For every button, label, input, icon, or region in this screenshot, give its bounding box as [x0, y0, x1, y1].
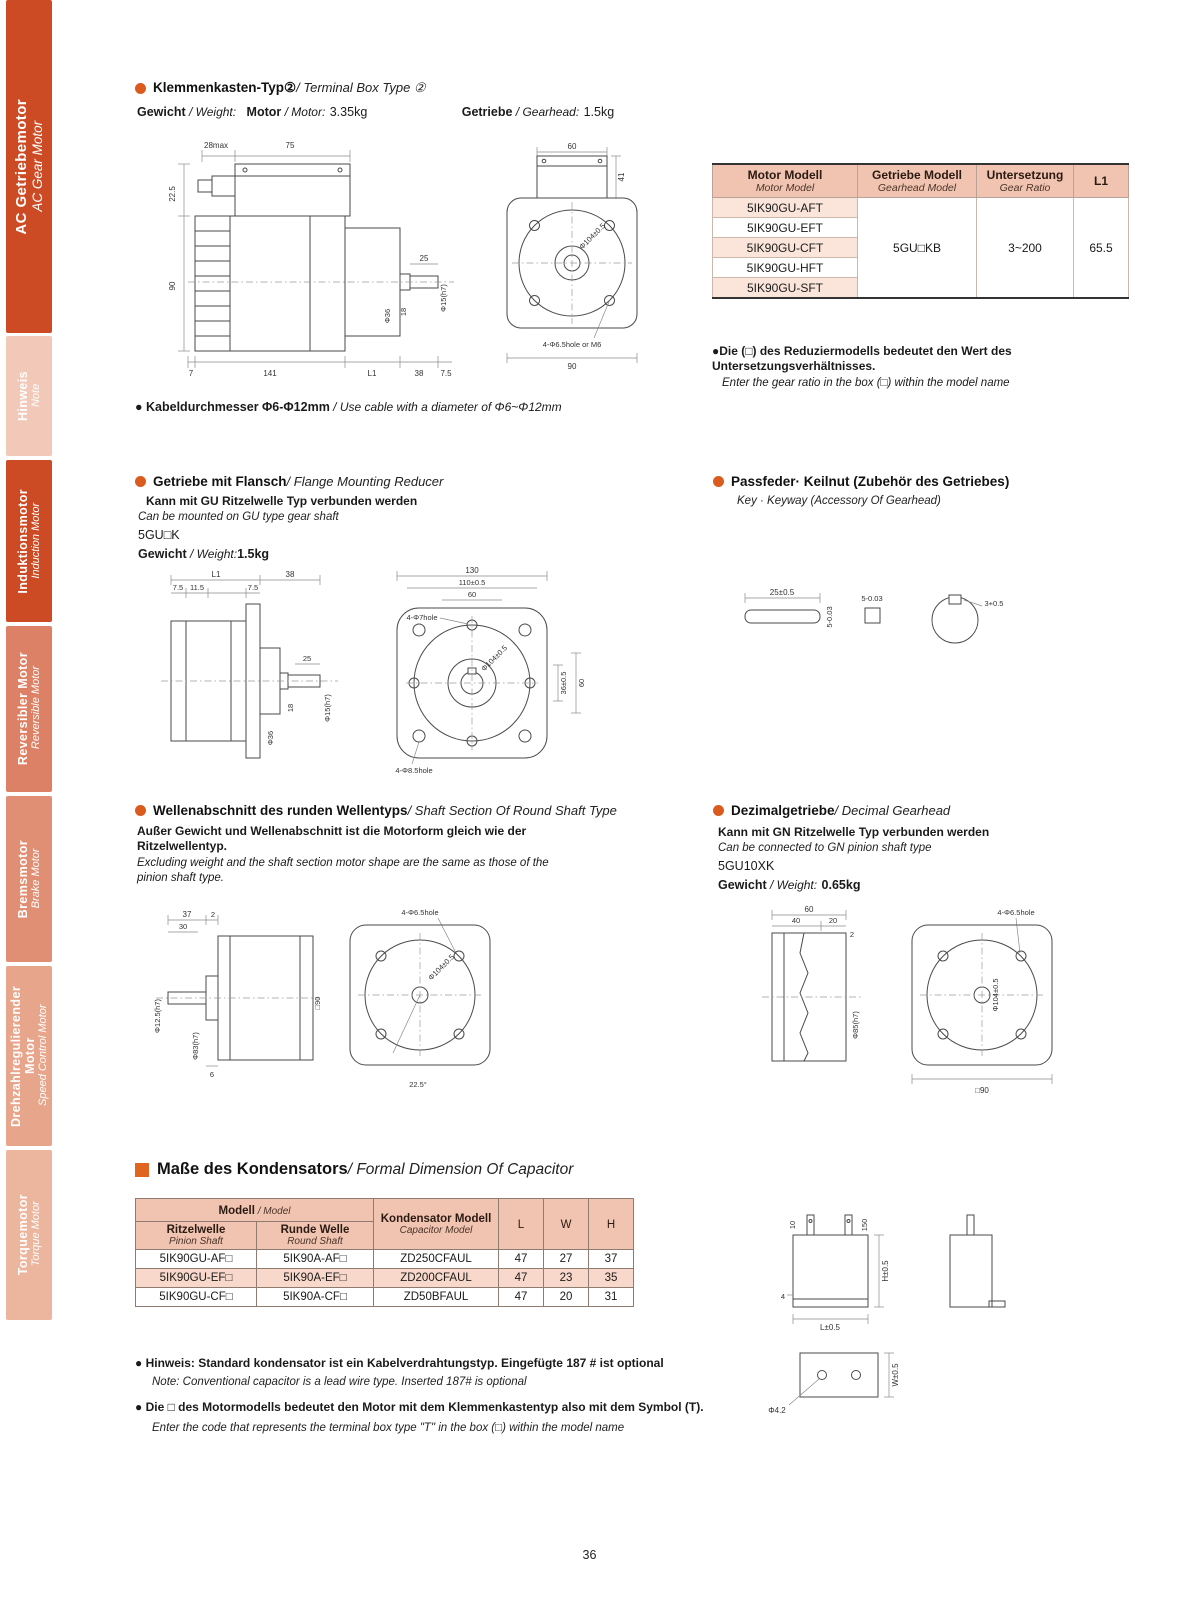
section-bullet-icon: [713, 805, 724, 816]
dim-label: Φ36: [383, 308, 392, 324]
model-cell: 5IK90GU-AFT: [713, 198, 858, 218]
reducer-front-view-drawing: [362, 566, 592, 783]
dim-label: 22.5°: [409, 1080, 427, 1089]
dim-label: 2: [849, 930, 855, 939]
round-shaft-front-svg: [330, 903, 510, 1095]
sidebar-item-sublabel: Speed Control Motor: [37, 1004, 49, 1106]
ratio-table-note-de: ●Die (□) des Reduziermodells bedeutet den Wert des Untersetzungsverhältnisses.: [712, 344, 1012, 373]
decimal-model: 5GU10XK: [718, 859, 775, 873]
w-cell: 23: [544, 1269, 589, 1288]
gearhead-weight-value: 1.5kg: [583, 105, 615, 119]
h-cell: 35: [589, 1269, 634, 1288]
dim-label: 90: [567, 362, 577, 371]
dim-label: 5-0.03: [825, 606, 834, 628]
l-cell: 47: [499, 1269, 544, 1288]
dim-label: Φ4.2: [768, 1406, 786, 1415]
title-en: / Terminal Box Type ②: [296, 80, 426, 95]
l1-cell: 65.5: [1074, 198, 1129, 299]
dim-label: 25: [302, 654, 312, 663]
dim-label: 7.5: [172, 583, 184, 592]
sidebar-item-speed-control-motor: [6, 966, 52, 1146]
dim-label: Φ104±0.5: [426, 952, 457, 983]
decimal-front-drawing: [892, 903, 1072, 1104]
round-shaft-note-de: Außer Gewicht und Wellenabschnitt ist die Motorform gleich wie der Ritzelwellentyp.: [137, 824, 527, 853]
sidebar-item-sublabel: Note: [30, 383, 42, 407]
dim-label: 11.5: [189, 583, 205, 592]
dim-label: 60: [467, 590, 477, 599]
round-shaft-side-svg: [148, 908, 328, 1083]
decimal-weight: Gewicht / Weight: 0.65kg: [718, 878, 861, 892]
dim-label: 3+0.5: [984, 599, 1004, 608]
round-shaft-side-drawing: [148, 908, 328, 1088]
dim-label: 20: [828, 916, 838, 925]
pinion-model-cell: 5IK90GU-EF□: [136, 1269, 257, 1288]
capacitor-note2-en: Enter the code that represents the terminal box type "T" in the box (□) within the model name: [152, 1422, 625, 1434]
dim-label: 4: [780, 1292, 786, 1301]
col-model-group: Modell / Model: [136, 1199, 374, 1222]
dim-label: 30: [178, 922, 188, 931]
dim-label: Φ104±0.5: [577, 221, 608, 252]
col-capacitor-model: Kondensator Modell Capacitor Model: [374, 1199, 499, 1250]
title-de: Klemmenkasten-Typ②: [153, 80, 297, 95]
terminal-box-section-title: [135, 80, 426, 96]
decimal-side-drawing: [744, 905, 874, 1082]
sidebar-item-reversible-motor: [6, 626, 52, 792]
decimal-section-title: Dezimalgetriebe / Decimal Gearhead: [713, 803, 950, 818]
motor-weight-value: 3.35kg: [329, 105, 368, 119]
dim-label: 2: [210, 910, 216, 919]
gearhead-model-cell: 5GU□KB: [858, 198, 977, 299]
col-h: H: [589, 1199, 634, 1250]
round-shaft-note-en: Excluding weight and the shaft section motor shape are the same as those of the pinion shaft type.: [137, 857, 549, 884]
col-round-shaft: Runde Welle Round Shaft: [257, 1222, 374, 1250]
capacitor-section-title: Maße des Kondensators / Formal Dimension Of Capacitor: [135, 1160, 573, 1179]
l-cell: 47: [499, 1250, 544, 1269]
decimal-line-de: Kann mit GN Ritzelwelle Typ verbunden werden: [718, 825, 990, 839]
sidebar-item-sublabel: Induction Motor: [30, 502, 42, 578]
dim-label: 38: [414, 369, 424, 378]
decimal-line-en: Can be connected to GN pinion shaft type: [718, 842, 932, 854]
table-header-row: [713, 164, 1129, 198]
dim-label: Φ12.5(h7): [153, 999, 162, 1033]
sidebar-item-hinweis: [6, 336, 52, 456]
dim-label: Φ104±0.5: [991, 978, 1000, 1012]
pinion-model-cell: 5IK90GU-AF□: [136, 1250, 257, 1269]
dim-label: 4-Φ6.5hole: [401, 908, 439, 917]
ratio-table-note-en: Enter the gear ratio in the box (□) within the model name: [722, 377, 1010, 389]
capacitor-note1-de: ● Hinweis: Standard kondensator ist ein Kabelverdrahtungstyp. Eingefügte 187 # ist optional: [135, 1356, 664, 1370]
dim-label: 36±0.5: [559, 671, 568, 695]
dim-label: L1: [367, 369, 377, 378]
key-section-title: Passfeder· Keilnut (Zubehör des Getriebes): [713, 474, 1009, 489]
dim-label: 7.5: [440, 369, 452, 378]
sidebar-item-sublabel: Reversible Motor: [30, 666, 42, 750]
flange-weight: Gewicht / Weight:1.5kg: [138, 547, 270, 561]
flange-model: 5GU□K: [138, 528, 180, 542]
table-row: [713, 198, 1129, 218]
decimal-front-svg: [892, 903, 1072, 1099]
section-square-icon: [135, 1163, 149, 1177]
w-cell: 20: [544, 1288, 589, 1307]
dim-label: 150: [860, 1218, 869, 1232]
dim-label: Φ85(h7): [851, 1011, 860, 1039]
dim-label: 4-Φ8.5hole: [395, 766, 433, 775]
table-row: [136, 1288, 634, 1307]
dim-label: 25: [419, 254, 429, 263]
dim-label: 90: [168, 281, 177, 291]
dim-label: 5-0.03: [861, 594, 883, 603]
motor-front-view-drawing: [492, 140, 652, 377]
model-cell: 5IK90GU-CFT: [713, 238, 858, 258]
dim-label: 7: [188, 369, 194, 378]
dim-label: 60: [567, 142, 577, 151]
dim-label: □90: [975, 1086, 989, 1095]
flange-line-de: Kann mit GU Ritzelwelle Typ verbunden werden: [146, 494, 418, 508]
gear-ratio-table: [712, 163, 1129, 299]
sidebar-item-sublabel: Torque Motor: [30, 1201, 42, 1267]
round-model-cell: 5IK90A-AF□: [257, 1250, 374, 1269]
capacitor-model-cell: ZD50BFAUL: [374, 1288, 499, 1307]
reducer-side-view-drawing: [146, 566, 356, 781]
capacitor-model-cell: ZD200CFAUL: [374, 1269, 499, 1288]
sidebar-item-label: Torquemotor: [16, 1194, 30, 1276]
model-cell: 5IK90GU-SFT: [713, 278, 858, 299]
dim-label: 110±0.5: [458, 578, 486, 587]
dim-label: Φ36: [266, 730, 275, 746]
capacitor-note2-de: ● Die □ des Motormodells bedeutet den Motor mit dem Klemmenkastentyp also mit dem Symbol (T).: [135, 1400, 704, 1414]
dim-label: 25±0.5: [769, 588, 795, 597]
dim-label: Φ83(h7): [191, 1032, 200, 1060]
h-cell: 31: [589, 1288, 634, 1307]
sidebar-item-label: Drehzahlregulierender Motor: [9, 985, 37, 1127]
sidebar-item-sublabel: Brake Motor: [30, 848, 42, 908]
dim-label: 75: [285, 141, 295, 150]
col-w: W: [544, 1199, 589, 1250]
key-keyway-drawing: [730, 568, 1020, 668]
dim-label: 41: [617, 172, 626, 182]
sidebar-header-en: AC Gear Motor: [30, 120, 45, 211]
gear-ratio-cell: 3~200: [977, 198, 1074, 299]
sidebar-header-label: [13, 99, 45, 235]
col-gearhead-model: Getriebe Modell Gearhead Model: [858, 164, 977, 198]
capacitor-table: [135, 1198, 634, 1307]
section-bullet-icon: [135, 805, 146, 816]
decimal-side-svg: [744, 905, 874, 1077]
w-cell: 27: [544, 1250, 589, 1269]
model-cell: 5IK90GU-HFT: [713, 258, 858, 278]
sidebar-item-label: Hinweis: [16, 370, 30, 422]
sidebar-item-label: Induktionsmotor: [16, 488, 30, 594]
col-l: L: [499, 1199, 544, 1250]
dim-label: 4-Φ6.5hole: [997, 908, 1035, 917]
reducer-side-view-svg: [146, 566, 356, 776]
dim-label: 6: [209, 1070, 215, 1079]
flange-section-title: Getriebe mit Flansch / Flange Mounting Reducer: [135, 474, 443, 489]
weight-line: Gewicht / Weight: Motor / Motor: 3.35kg Getriebe / Gearhead: 1.5kg: [137, 105, 615, 119]
round-model-cell: 5IK90A-EF□: [257, 1269, 374, 1288]
dim-label: L1: [211, 570, 221, 579]
round-shaft-section-title: Wellenabschnitt des runden Wellentyps / Shaft Section Of Round Shaft Type: [135, 803, 617, 818]
dim-label: 60: [804, 905, 814, 914]
dim-label: Φ104±0.5: [479, 643, 510, 674]
key-section-subtitle: Key · Keyway (Accessory Of Gearhead): [737, 495, 941, 507]
dim-label: 60: [577, 678, 586, 688]
dim-label: 22.5: [168, 186, 177, 202]
section-bullet-icon: [135, 83, 146, 94]
sidebar-item-induction-motor: [6, 460, 52, 622]
dim-label: 18: [286, 703, 295, 713]
table-row: [136, 1269, 634, 1288]
section-bullet-icon: [135, 476, 146, 487]
l-cell: 47: [499, 1288, 544, 1307]
motor-side-view-svg: [140, 136, 470, 386]
col-gear-ratio: Untersetzung Gear Ratio: [977, 164, 1074, 198]
sidebar-header: [6, 0, 52, 333]
dim-label: 37: [182, 910, 192, 919]
dim-label: Φ15(h7): [323, 694, 332, 722]
dim-label: L±0.5: [820, 1323, 840, 1332]
col-motor-model: Motor Modell Motor Model: [713, 164, 858, 198]
dim-label: 10: [788, 1220, 797, 1230]
dim-label: 4-Φ7hole: [406, 613, 438, 622]
page-number: 36: [582, 1548, 597, 1562]
round-model-cell: 5IK90A-CF□: [257, 1288, 374, 1307]
motor-side-view-drawing: [140, 136, 470, 391]
dim-label: W±0.5: [891, 1363, 900, 1387]
col-pinion-shaft: Ritzelwelle Pinion Shaft: [136, 1222, 257, 1250]
table-row: [136, 1250, 634, 1269]
dim-label: Φ15(h7): [439, 284, 448, 312]
dim-label: 38: [285, 570, 295, 579]
sidebar-item-label: Bremsmotor: [16, 839, 30, 919]
key-keyway-svg: [730, 568, 1020, 663]
flange-line-en: Can be mounted on GU type gear shaft: [138, 511, 339, 523]
sidebar-item-brake-motor: [6, 796, 52, 962]
dim-label: 130: [465, 566, 479, 575]
dim-label: □90: [313, 996, 322, 1010]
dim-label: 4-Φ6.5hole or M6: [542, 340, 602, 349]
sidebar-item-torque-motor: [6, 1150, 52, 1320]
dim-label: H±0.5: [881, 1260, 890, 1282]
dim-label: 40: [791, 916, 801, 925]
dim-label: 7.5: [247, 583, 259, 592]
dim-label: 28max: [204, 141, 229, 150]
sidebar-header-de: AC Getriebemotor: [13, 98, 30, 235]
cable-note: ● Kabeldurchmesser Φ6-Φ12mm / Use cable with a diameter of Φ6~Φ12mm: [135, 400, 562, 414]
motor-front-view-svg: [492, 140, 652, 372]
capacitor-svg: [745, 1195, 1045, 1430]
dim-label: 18: [399, 307, 408, 317]
pinion-model-cell: 5IK90GU-CF□: [136, 1288, 257, 1307]
sidebar-item-label: Reversibler Motor: [16, 652, 30, 766]
round-shaft-front-drawing: [330, 903, 510, 1100]
dim-label: 141: [263, 369, 277, 378]
h-cell: 37: [589, 1250, 634, 1269]
reducer-front-view-svg: [362, 566, 592, 778]
section-bullet-icon: [713, 476, 724, 487]
capacitor-note1-en: Note: Conventional capacitor is a lead wire type. Inserted 187# is optional: [152, 1376, 527, 1388]
col-l1: L1: [1074, 164, 1129, 198]
capacitor-model-cell: ZD250CFAUL: [374, 1250, 499, 1269]
model-cell: 5IK90GU-EFT: [713, 218, 858, 238]
capacitor-drawing: [745, 1195, 1045, 1435]
table-header-row: [136, 1199, 634, 1222]
